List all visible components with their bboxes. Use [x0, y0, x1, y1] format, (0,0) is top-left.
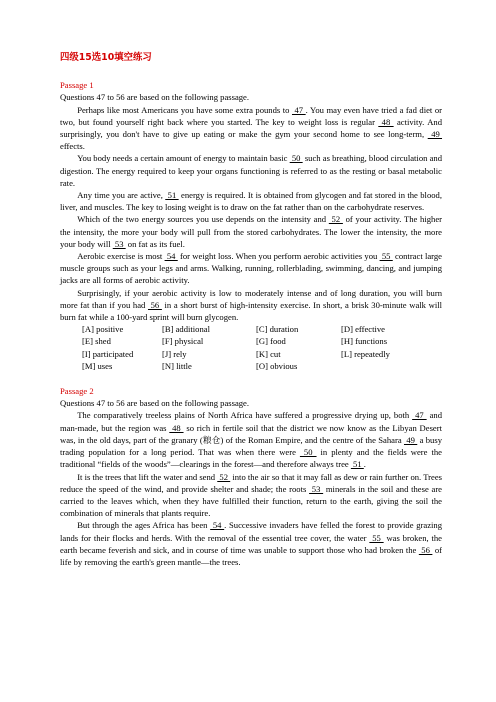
- passage-text: . You may even have tried a fad diet or two, but found yourself right back where you started. The key to weight loss is regular: [60, 104, 442, 127]
- passage-text: in plenty and the fields were the traditional “fields of the woods”—clearings in the forest—and therefore always tree: [60, 447, 442, 470]
- passage-2: [60, 385, 442, 568]
- passage-text: Surprisingly, if your aerobic activity is low to moderately intense and of long duration, you will burn more fat than if you had: [60, 287, 442, 310]
- blank-47: 47: [412, 410, 427, 421]
- passage-text: into the air so that it may fall as dew or rain further on. Trees reduce the speed of the wind, and provide shelter and shade; the roots: [60, 471, 443, 494]
- passage-1-paragraph: [60, 189, 442, 213]
- passage-text: You body needs a certain amount of energy to maintain basic: [77, 153, 290, 164]
- passage-text: minerals in the soil and these are carried to the leaves which, when they have fulfilled their function, return to the earth, giving the soil the combination of minerals that plants require.: [60, 483, 442, 519]
- passage-text: a busy trading population for a long period. That was when there were: [60, 434, 442, 458]
- passage-text: such as breathing, blood circulation and digestion. The energy required to keep your organs functioning is referred to as the resting or basal metabolic rate.: [60, 153, 443, 188]
- blank-50: 50: [289, 153, 303, 164]
- passage-text: The comparatively treeless plains of North Africa have suffered a progressive drying up, both: [77, 410, 413, 421]
- passage-text: . Successive invaders have felled the forest to provide grazing lands for their flocks and herds. With the removal of the essential tree cover, the water: [60, 520, 443, 543]
- word-option: [E] shed: [82, 336, 111, 347]
- passage-text: for weight loss. When you perform aerobic activities you: [177, 251, 380, 262]
- word-option: [H] functions: [341, 336, 388, 347]
- passage-1-body: [60, 104, 442, 324]
- passage-text: Perhaps like most Americans you have some extra pounds to: [77, 104, 292, 115]
- blank-55: 55: [369, 532, 384, 543]
- word-option: [G] food: [256, 336, 286, 347]
- word-option: [A] positive: [82, 324, 124, 335]
- word-option: [J] rely: [162, 348, 187, 359]
- passage-1-options: [60, 323, 442, 372]
- blank-52: 52: [217, 471, 231, 482]
- passage-text: so rich in fertile soil that the district we now know as the Libyan Desert was, in the old days, part of the granary (粮仓) of the Roman Empire, and the centre of the Sahara: [60, 422, 442, 445]
- passage-1-heading: Passage 1: [60, 80, 94, 91]
- passage-text: effects.: [60, 141, 85, 152]
- passage-text: But through the ages Africa has been: [77, 520, 211, 531]
- blank-49: 49: [403, 434, 418, 445]
- blank-51: 51: [350, 459, 364, 470]
- blank-49: 49: [427, 129, 443, 140]
- passage-text: .: [363, 459, 366, 470]
- word-option: [N] little: [162, 360, 192, 371]
- word-option: [L] repeatedly: [341, 348, 390, 359]
- passage-text: energy is required. It is obtained from glycogen and fat stored in the blood, liver, and muscles. The key to losing weight is to draw on the fat rather than on the carbohydrate reserves.: [60, 190, 442, 213]
- passage-text: activity. And surprisingly, you don't have to give up eating or make the gym your second home to see long-term,: [60, 116, 442, 140]
- blank-54: 54: [210, 520, 225, 531]
- passage-text: Any time you are active,: [77, 190, 166, 201]
- passage-text: Aerobic exercise is most: [77, 251, 165, 262]
- document-page: [60, 52, 442, 568]
- passage-2-heading: Passage 2: [60, 386, 94, 397]
- passage-2-intro: Questions 47 to 56 are based on the following passage.: [60, 398, 250, 409]
- word-option: [M] uses: [82, 360, 113, 371]
- passage-text: and man-made, but the region was: [60, 410, 442, 433]
- word-option: [K] cut: [256, 348, 281, 359]
- passage-1-paragraph: [60, 213, 442, 250]
- passage-text: It is the trees that lift the water and send: [77, 471, 218, 482]
- passage-1-paragraph: [60, 287, 442, 324]
- document-title: 四级15选10填空练习: [60, 52, 152, 63]
- blank-51: 51: [165, 190, 179, 201]
- blank-53: 53: [309, 483, 324, 494]
- passage-1-paragraph: [60, 104, 442, 153]
- passage-2-paragraph: [60, 519, 442, 568]
- word-option: [O] obvious: [256, 360, 298, 371]
- word-option: [I] participated: [82, 348, 134, 359]
- blank-56: 56: [418, 544, 433, 555]
- blank-52: 52: [328, 214, 343, 225]
- passage-1-paragraph: [60, 152, 442, 189]
- passage-text: of your activity. The higher the intensity, the more your body will pull from the stored carbohydrates. The lower the intensity, the more your body will: [60, 214, 442, 249]
- blank-48: 48: [378, 116, 394, 127]
- passage-2-body: [60, 409, 442, 568]
- blank-50: 50: [299, 447, 317, 458]
- word-option: [F] physical: [162, 336, 204, 347]
- blank-48: 48: [169, 422, 184, 433]
- word-option: [C] duration: [256, 324, 299, 335]
- passage-2-paragraph: [60, 409, 442, 470]
- blank-53: 53: [112, 238, 126, 249]
- blank-47: 47: [291, 104, 306, 115]
- word-option: [D] effective: [341, 324, 385, 335]
- blank-56: 56: [147, 299, 162, 310]
- passage-text: of life by removing the earth's green mantle—the trees.: [60, 544, 443, 567]
- passage-text: on fat as its fuel.: [125, 238, 185, 249]
- blank-54: 54: [164, 251, 178, 262]
- passage-text: Which of the two energy sources you use depends on the intensity and: [77, 214, 329, 225]
- passage-1-intro: Questions 47 to 56 are based on the following passage.: [60, 92, 250, 103]
- passage-2-paragraph: [60, 471, 442, 520]
- word-option: [B] additional: [162, 324, 210, 335]
- passage-text: contract large muscle groups such as your legs and arms. Walking, running, rollerblading, swimming, dancing, and jumping jacks are all forms of aerobic activity.: [60, 251, 442, 286]
- passage-text: was broken, the earth became feverish and sick, and in course of time was unable to support those who had broken the: [60, 532, 442, 555]
- passage-1-paragraph: [60, 250, 442, 287]
- passage-text: in a short burst of high-intensity exercise. In short, a brisk 30-minute walk will burn fat while a 100-yard sprint will burn glycogen.: [60, 299, 442, 323]
- passage-1: [60, 79, 442, 372]
- blank-55: 55: [379, 251, 393, 262]
